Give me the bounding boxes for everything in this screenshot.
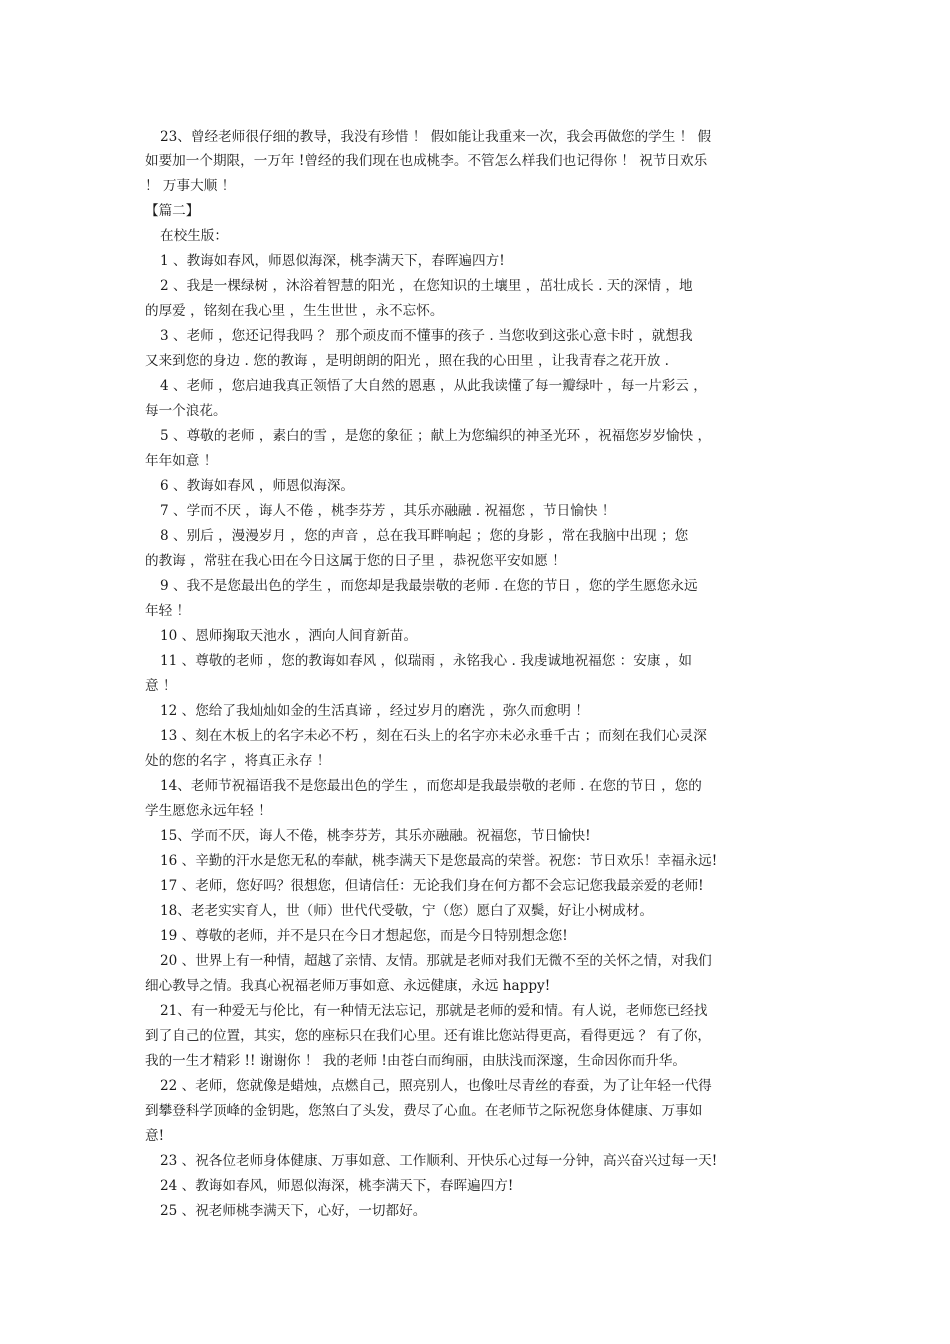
text-line: 细心教导之情。我真心祝福老师万事如意、永远健康，永远 happy! <box>145 978 551 994</box>
text-line: 23、曾经老师很仔细的教导，我没有珍惜 ！ 假如能让我重来一次，我会再做您的学生 ！ 假 <box>160 129 712 145</box>
text-line: 处的您的名字 ，将真正永存 ！ <box>145 753 331 769</box>
text-line: 1 、教诲如春风，师恩似海深，桃李满天下，春晖遍四方! <box>160 253 505 269</box>
text-line: 24 、教诲如春风，师恩似海深，桃李满天下，春晖遍四方! <box>160 1178 514 1194</box>
text-line: 4 、老师 ，您启迪我真正领悟了大自然的恩惠 ，从此我读懂了每一瓣绿叶 ，每一片彩云 ， <box>160 378 707 394</box>
text-line: 又来到您的身边 . 您的教诲 ，是明朗朗的阳光 ，照在我的心田里 ，让我青春之花开放 . <box>145 353 669 369</box>
text-line: 5 、尊敬的老师 ，素白的雪 ，是您的象征 ；献上为您编织的神圣光环 ，祝福您岁岁愉快 ， <box>160 428 712 444</box>
text-line: 15、学而不厌，诲人不倦，桃李芬芳，其乐亦融融。祝福您，节日愉快! <box>160 828 591 844</box>
text-line: 9 、我不是您最出色的学生 ，而您却是我最崇敬的老师 . 在您的节日 ，您的学生愿您永远 <box>160 578 698 594</box>
text-line: 20 、世界上有一种情，超越了亲情、友情。那就是老师对我们无微不至的关怀之情，对我们 <box>160 953 712 969</box>
text-line: 11 、尊敬的老师 ，您的教诲如春风 ，似瑞雨 ，永铭我心 . 我虔诚地祝福您 ：安康 ，如 <box>160 653 692 669</box>
text-line: 19 、尊敬的老师，并不是只在今日才想起您，而是今日特别想念您! <box>160 928 568 944</box>
text-line: 23 、祝各位老师身体健康、万事如意、工作顺利、开快乐心过每一分钟，高兴奋兴过每一天! <box>160 1153 718 1169</box>
section-subheading: 在校生版： <box>160 228 228 244</box>
text-line: 8 、别后 ，漫漫岁月 ，您的声音 ，总在我耳畔响起 ；您的身影 ，常在我脑中出现 ；您 <box>160 528 689 544</box>
text-line: 17 、老师，您好吗？很想您，但请信任：无论我们身在何方都不会忘记您我最亲爱的老师! <box>160 878 704 894</box>
text-line: 意 ！ <box>145 678 177 694</box>
text-line: 的教诲 ，常驻在我心田在今日这属于您的日子里 ，恭祝您平安如愿 ！ <box>145 553 566 569</box>
text-line: 到了自己的位置，其实，您的座标只在我们心里。还有谁比您站得更高，看得更远 ？ 有了你， <box>145 1028 711 1044</box>
text-line: 13 、刻在木板上的名字未必不朽 ，刻在石头上的名字亦未必永垂千古 ；而刻在我们心灵深 <box>160 728 707 744</box>
text-line: 意! <box>145 1128 165 1144</box>
text-line: 的厚爱 ，铭刻在我心里 ，生生世世 ，永不忘怀。 <box>145 303 444 319</box>
text-line: 12 、您给了我灿灿如金的生活真谛 ，经过岁月的磨洗 ，弥久而愈明 ！ <box>160 703 589 719</box>
text-line: 我的一生才精彩 !! 谢谢你 ！ 我的老师 !由苍白而绚丽，由肤浅而深邃，生命因你而升华。 <box>145 1053 686 1069</box>
text-line: ！ 万事大顺 ！ <box>145 178 236 194</box>
text-line: 学生愿您永远年轻 ！ <box>145 803 272 819</box>
text-line: 年轻 ！ <box>145 603 191 619</box>
text-line: 22 、老师，您就像是蜡烛，点燃自己，照亮别人，也像吐尽青丝的春蚕，为了让年轻一代得 <box>160 1078 712 1094</box>
text-line: 2 、我是一棵绿树 ，沐浴着智慧的阳光 ，在您知识的土壤里 ，茁壮成长 . 天的深情 ，地 <box>160 278 693 294</box>
text-line: 16 、辛勤的汗水是您无私的奉献，桃李满天下是您最高的荣誉。祝您：节日欢乐！幸福永远! <box>160 853 718 869</box>
text-line: 21、有一种爱无与伦比，有一种情无法忘记，那就是老师的爱和情。有人说，老师您已经找 <box>160 1003 708 1019</box>
text-line: 3 、老师 ，您还记得我吗 ？ 那个顽皮而不懂事的孩子 . 当您收到这张心意卡时 ，就想我 <box>160 328 693 344</box>
text-line: 年年如意 ！ <box>145 453 218 469</box>
text-line: 如要加一个期限，一万年 !曾经的我们现在也成桃李。不管怎么样我们也记得你 ！ 祝节日欢乐 <box>145 153 708 169</box>
text-line: 18、老老实实育人，世（师）世代代受敬，宁（您）愿白了双鬓，好让小树成材。 <box>160 903 654 919</box>
text-line: 10 、恩师掬取天池水 ，洒向人间育新苗。 <box>160 628 418 644</box>
text-line: 14、老师节祝福语我不是您最出色的学生 ，而您却是我最崇敬的老师 . 在您的节日 ，您的 <box>160 778 702 794</box>
text-line: 25 、祝老师桃李满天下，心好，一切都好。 <box>160 1203 427 1219</box>
text-line: 6 、教诲如春风 ，师恩似海深。 <box>160 478 355 494</box>
text-line: 7 、学而不厌 ，诲人不倦 ，桃李芬芳 ，其乐亦融融 . 祝福您 ，节日愉快 ！ <box>160 503 616 519</box>
text-line: 到攀登科学顶峰的金钥匙，您煞白了头发，费尽了心血。在老师节之际祝您身体健康、万事如 <box>145 1103 703 1119</box>
text-line: 每一个浪花。 <box>145 403 227 419</box>
section-heading: 【篇二】 <box>145 203 200 219</box>
